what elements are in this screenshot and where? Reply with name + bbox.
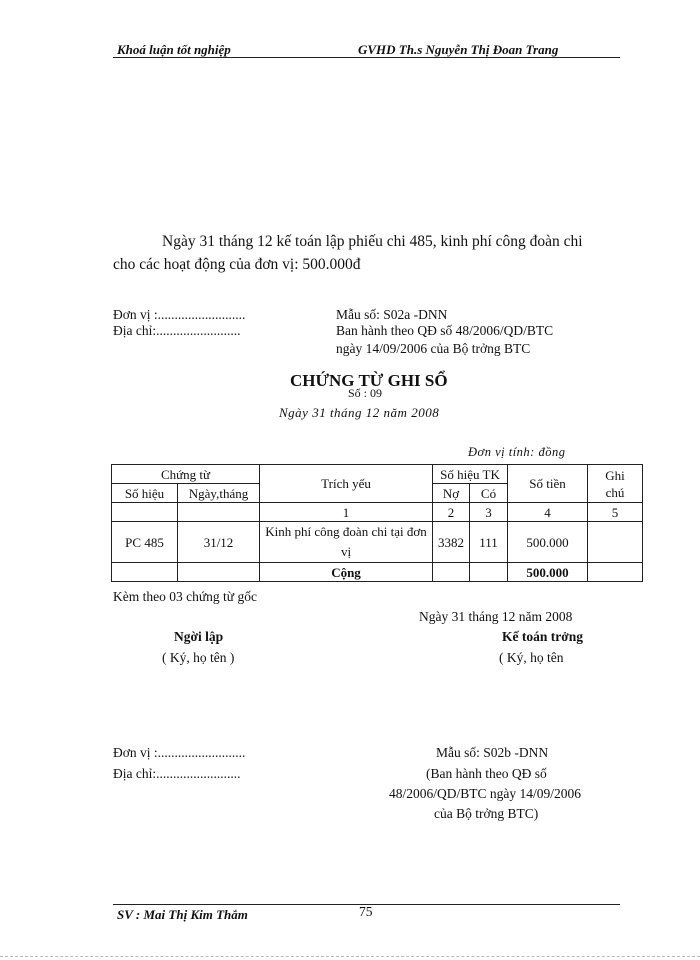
- total-label: Cộng: [260, 563, 433, 582]
- table-total-row: [112, 563, 643, 582]
- table-index-row: [112, 503, 643, 522]
- intro-line-1: Ngày 31 tháng 12 kế toán lập phiếu chi 485, kinh phí công đoàn chi: [162, 233, 583, 250]
- col-credit: Có: [470, 484, 508, 503]
- intro-line-2: cho các hoạt động của đơn vị: 500.000đ: [113, 256, 361, 273]
- col-note: Ghi chú: [588, 465, 643, 503]
- voucher-date: Ngày 31 tháng 12 năm 2008: [279, 405, 440, 420]
- page-edge: [0, 956, 700, 957]
- attachments-note: Kèm theo 03 chứng từ gốc: [113, 589, 257, 604]
- preparer-title: Ngời lập: [174, 629, 224, 644]
- form1-address: Địa chỉ:.........................: [113, 323, 241, 338]
- ledger-table: [111, 464, 643, 582]
- form1-form-no: Mẫu số: S02a -DNN: [336, 307, 448, 322]
- row-amount: 500.000: [508, 522, 588, 563]
- footer-author: SV : Mai Thị Kim Thắm: [117, 907, 248, 922]
- page-title: CHỨNG TỪ GHI SỔ: [290, 371, 448, 390]
- form2-address: Địa chỉ:.........................: [113, 766, 241, 781]
- col-date: Ngày,tháng: [178, 484, 260, 503]
- form2-issued-1: (Ban hành theo QĐ số: [426, 766, 547, 781]
- table-row: [112, 522, 643, 563]
- col-account: Số hiệu TK: [433, 465, 508, 484]
- header-left: Khoá luận tốt nghiệp: [117, 42, 231, 57]
- total-amount: 500.000: [508, 563, 588, 582]
- col-number: Số hiệu: [112, 484, 178, 503]
- row-date: 31/12: [178, 522, 260, 563]
- col-amount: Số tiền: [508, 465, 588, 503]
- voucher-number: Số : 09: [348, 386, 383, 400]
- index-cell: 5: [588, 503, 643, 522]
- index-cell: 1: [260, 503, 433, 522]
- accountant-title: Kế toán trởng: [502, 629, 583, 644]
- page-number: 75: [359, 904, 373, 919]
- form2-issued-2: 48/2006/QD/BTC ngày 14/09/2006: [389, 786, 581, 801]
- preparer-note: ( Ký, họ tên ): [162, 650, 235, 665]
- row-debit: 3382: [433, 522, 470, 563]
- form1-issued: Ban hành theo QĐ số 48/2006/QD/BTC: [336, 323, 554, 338]
- currency-unit: Đơn vị tính: đồng: [468, 445, 566, 459]
- index-cell: 4: [508, 503, 588, 522]
- col-debit: Nợ: [433, 484, 470, 503]
- form2-form-no: Mẫu số: S02b -DNN: [436, 745, 549, 760]
- table-header-row: [112, 465, 643, 484]
- accountant-note: ( Ký, họ tên: [499, 650, 564, 665]
- form1-unit: Đơn vị :..........................: [113, 307, 246, 322]
- row-number: PC 485: [112, 522, 178, 563]
- index-cell: 2: [433, 503, 470, 522]
- header-rule: [113, 57, 620, 58]
- col-summary: Trích yếu: [260, 465, 433, 503]
- index-cell: 3: [470, 503, 508, 522]
- form1-issued-date: ngày 14/09/2006 của Bộ trởng BTC: [336, 341, 531, 356]
- header-right: GVHD Th.s Nguyễn Thị Đoan Trang: [358, 42, 559, 57]
- col-voucher: Chứng từ: [112, 465, 260, 484]
- form2-unit: Đơn vị :..........................: [113, 745, 246, 760]
- row-summary: Kinh phí công đoàn chi tại đơn vị: [260, 522, 433, 563]
- row-credit: 111: [470, 522, 508, 563]
- sign-date: Ngày 31 tháng 12 năm 2008: [419, 609, 573, 624]
- row-note: [588, 522, 643, 563]
- form2-issued-3: của Bộ trởng BTC): [434, 806, 539, 821]
